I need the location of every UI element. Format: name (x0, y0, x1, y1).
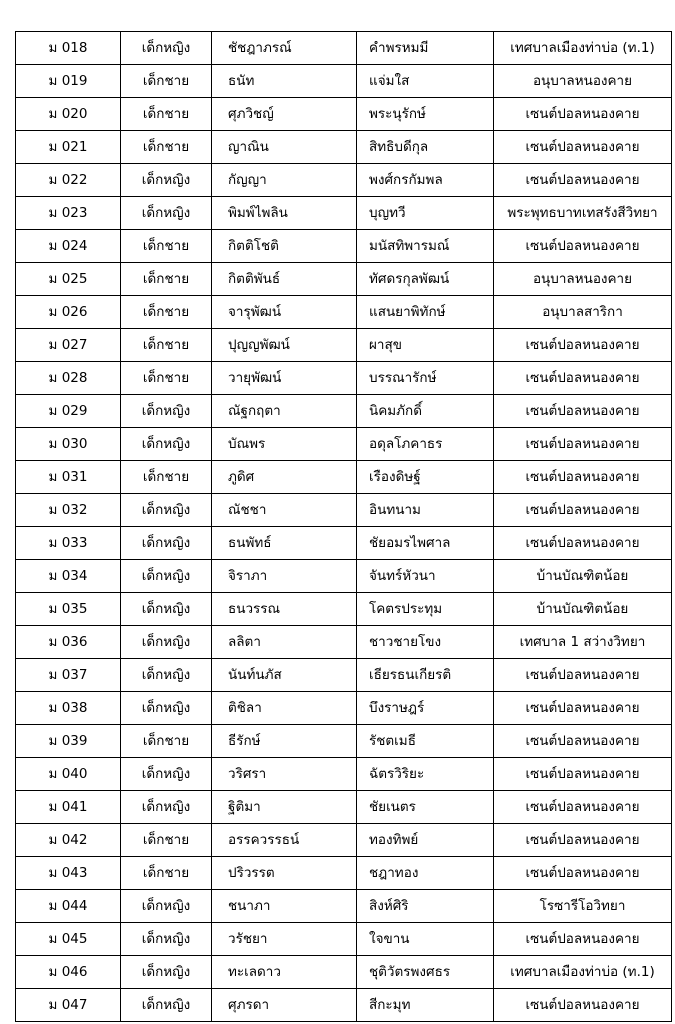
student-first-name: ณัฐกฤตา (212, 395, 357, 428)
student-first-name: ศุภรดา (212, 989, 357, 1022)
table-row (16, 890, 672, 923)
table-row (16, 824, 672, 857)
student-first-name: ติชิลา (212, 692, 357, 725)
student-gender: เด็กชาย (121, 461, 212, 494)
student-gender: เด็กหญิง (121, 956, 212, 989)
table-row (16, 593, 672, 626)
student-school: เซนต์ปอลหนองคาย (494, 725, 672, 758)
student-last-name: จันทร์หัวนา (357, 560, 494, 593)
student-school: เซนต์ปอลหนองคาย (494, 362, 672, 395)
table-row (16, 65, 672, 98)
table-row (16, 461, 672, 494)
student-last-name: ชฎาทอง (357, 857, 494, 890)
student-school: เทศบาล 1 สว่างวิทยา (494, 626, 672, 659)
student-gender: เด็กชาย (121, 824, 212, 857)
student-school: เซนต์ปอลหนองคาย (494, 98, 672, 131)
student-last-name: แสนยาพิทักษ์ (357, 296, 494, 329)
student-gender: เด็กหญิง (121, 164, 212, 197)
student-last-name: คำพรหมมี (357, 32, 494, 65)
student-last-name: ชัยอมรไพศาล (357, 527, 494, 560)
student-gender: เด็กหญิง (121, 395, 212, 428)
student-last-name: ชัยเนตร (357, 791, 494, 824)
student-first-name: กัญญา (212, 164, 357, 197)
student-first-name: จารุพัฒน์ (212, 296, 357, 329)
student-gender: เด็กชาย (121, 362, 212, 395)
student-school: อนุบาลหนองคาย (494, 65, 672, 98)
student-code: ม 045 (16, 923, 121, 956)
student-roster-table (15, 31, 672, 1022)
student-last-name: ชาวชายโขง (357, 626, 494, 659)
table-row (16, 758, 672, 791)
student-school: เซนต์ปอลหนองคาย (494, 527, 672, 560)
student-last-name: แจ่มใส (357, 65, 494, 98)
student-gender: เด็กหญิง (121, 527, 212, 560)
student-first-name: บัณพร (212, 428, 357, 461)
student-school: เซนต์ปอลหนองคาย (494, 659, 672, 692)
student-first-name: จิราภา (212, 560, 357, 593)
student-code: ม 024 (16, 230, 121, 263)
student-school: เซนต์ปอลหนองคาย (494, 494, 672, 527)
student-code: ม 043 (16, 857, 121, 890)
student-gender: เด็กหญิง (121, 197, 212, 230)
student-first-name: กิตติโชติ (212, 230, 357, 263)
student-first-name: ลลิตา (212, 626, 357, 659)
student-last-name: ใจขาน (357, 923, 494, 956)
table-row (16, 725, 672, 758)
student-first-name: ธีรักษ์ (212, 725, 357, 758)
student-last-name: สิทธิบดีกุล (357, 131, 494, 164)
table-row (16, 428, 672, 461)
student-code: ม 029 (16, 395, 121, 428)
student-school: เซนต์ปอลหนองคาย (494, 461, 672, 494)
student-first-name: วรัชยา (212, 923, 357, 956)
student-first-name: ปุญญพัฒน์ (212, 329, 357, 362)
student-roster-body (16, 32, 672, 1022)
student-last-name: อินทนาม (357, 494, 494, 527)
table-row (16, 362, 672, 395)
student-last-name: มนัสทิพารมณ์ (357, 230, 494, 263)
student-gender: เด็กชาย (121, 98, 212, 131)
student-school: เซนต์ปอลหนองคาย (494, 791, 672, 824)
student-last-name: ทองทิพย์ (357, 824, 494, 857)
student-gender: เด็กหญิง (121, 593, 212, 626)
student-gender: เด็กหญิง (121, 494, 212, 527)
student-code: ม 020 (16, 98, 121, 131)
student-first-name: ทะเลดาว (212, 956, 357, 989)
table-row (16, 659, 672, 692)
student-first-name: ฐิติมา (212, 791, 357, 824)
student-code: ม 018 (16, 32, 121, 65)
student-gender: เด็กชาย (121, 296, 212, 329)
student-last-name: ผาสุข (357, 329, 494, 362)
student-code: ม 035 (16, 593, 121, 626)
student-gender: เด็กหญิง (121, 758, 212, 791)
student-gender: เด็กหญิง (121, 32, 212, 65)
student-last-name: สีกะมุท (357, 989, 494, 1022)
student-last-name: ฉัตรวิริยะ (357, 758, 494, 791)
student-last-name: อดุลโภคาธร (357, 428, 494, 461)
student-code: ม 044 (16, 890, 121, 923)
student-code: ม 027 (16, 329, 121, 362)
student-code: ม 030 (16, 428, 121, 461)
student-school: เซนต์ปอลหนองคาย (494, 758, 672, 791)
student-code: ม 036 (16, 626, 121, 659)
student-gender: เด็กชาย (121, 65, 212, 98)
student-last-name: พงศ์กรกัมพล (357, 164, 494, 197)
student-school: เซนต์ปอลหนองคาย (494, 428, 672, 461)
student-code: ม 032 (16, 494, 121, 527)
table-row (16, 98, 672, 131)
student-school: เทศบาลเมืองท่าบ่อ (ท.1) (494, 956, 672, 989)
student-school: เซนต์ปอลหนองคาย (494, 692, 672, 725)
student-gender: เด็กหญิง (121, 791, 212, 824)
student-first-name: ธนวรรณ (212, 593, 357, 626)
table-row (16, 692, 672, 725)
student-school: อนุบาลสาริกา (494, 296, 672, 329)
table-row (16, 296, 672, 329)
student-last-name: เธียรธนเกียรติ (357, 659, 494, 692)
student-gender: เด็กหญิง (121, 428, 212, 461)
student-gender: เด็กชาย (121, 857, 212, 890)
student-first-name: ปริวรรต (212, 857, 357, 890)
student-school: เซนต์ปอลหนองคาย (494, 230, 672, 263)
student-school: บ้านบัณฑิตน้อย (494, 560, 672, 593)
table-row (16, 131, 672, 164)
student-last-name: โคตรประทุม (357, 593, 494, 626)
student-gender: เด็กชาย (121, 230, 212, 263)
student-last-name: สิงห์ศิริ (357, 890, 494, 923)
student-gender: เด็กหญิง (121, 989, 212, 1022)
student-last-name: พระนุรักษ์ (357, 98, 494, 131)
student-first-name: ญาณิน (212, 131, 357, 164)
student-code: ม 022 (16, 164, 121, 197)
student-school: เซนต์ปอลหนองคาย (494, 824, 672, 857)
student-school: เซนต์ปอลหนองคาย (494, 857, 672, 890)
student-gender: เด็กหญิง (121, 890, 212, 923)
student-code: ม 023 (16, 197, 121, 230)
student-first-name: นันท์นภัส (212, 659, 357, 692)
table-row (16, 527, 672, 560)
student-code: ม 046 (16, 956, 121, 989)
table-row (16, 989, 672, 1022)
student-last-name: ทัศดรกุลพัฒน์ (357, 263, 494, 296)
student-last-name: บรรณารักษ์ (357, 362, 494, 395)
student-last-name: บึงราษฎร์ (357, 692, 494, 725)
student-school: เซนต์ปอลหนองคาย (494, 395, 672, 428)
table-row (16, 263, 672, 296)
student-school: เซนต์ปอลหนองคาย (494, 989, 672, 1022)
table-row (16, 197, 672, 230)
student-code: ม 041 (16, 791, 121, 824)
student-code: ม 031 (16, 461, 121, 494)
table-row (16, 164, 672, 197)
student-code: ม 037 (16, 659, 121, 692)
student-gender: เด็กชาย (121, 725, 212, 758)
student-first-name: กิตติพันธ์ (212, 263, 357, 296)
student-gender: เด็กหญิง (121, 692, 212, 725)
table-row (16, 560, 672, 593)
student-first-name: วริศรา (212, 758, 357, 791)
table-row (16, 626, 672, 659)
student-school: เซนต์ปอลหนองคาย (494, 131, 672, 164)
table-row (16, 329, 672, 362)
student-code: ม 028 (16, 362, 121, 395)
student-first-name: ธนพัทธ์ (212, 527, 357, 560)
student-school: โรซารีโอวิทยา (494, 890, 672, 923)
student-first-name: ภูดิศ (212, 461, 357, 494)
student-last-name: ชุติวัตรพงศธร (357, 956, 494, 989)
student-first-name: ธนัท (212, 65, 357, 98)
student-school: เซนต์ปอลหนองคาย (494, 164, 672, 197)
student-code: ม 038 (16, 692, 121, 725)
table-row (16, 395, 672, 428)
student-code: ม 021 (16, 131, 121, 164)
student-first-name: อรรควรรธน์ (212, 824, 357, 857)
student-last-name: เรืองดิษฐ์ (357, 461, 494, 494)
table-row (16, 857, 672, 890)
student-first-name: พิมพ์ไพลิน (212, 197, 357, 230)
student-code: ม 042 (16, 824, 121, 857)
student-gender: เด็กหญิง (121, 626, 212, 659)
student-school: พระพุทธบาทเทสรังสีวิทยา (494, 197, 672, 230)
student-gender: เด็กหญิง (121, 659, 212, 692)
student-gender: เด็กหญิง (121, 923, 212, 956)
table-row (16, 494, 672, 527)
student-first-name: ชัชฎาภรณ์ (212, 32, 357, 65)
student-gender: เด็กชาย (121, 329, 212, 362)
student-school: อนุบาลหนองคาย (494, 263, 672, 296)
student-last-name: บุญทวี (357, 197, 494, 230)
student-code: ม 039 (16, 725, 121, 758)
table-row (16, 791, 672, 824)
student-first-name: ศุภวิชญ์ (212, 98, 357, 131)
student-gender: เด็กชาย (121, 131, 212, 164)
student-code: ม 047 (16, 989, 121, 1022)
student-code: ม 019 (16, 65, 121, 98)
table-row (16, 230, 672, 263)
student-school: เซนต์ปอลหนองคาย (494, 923, 672, 956)
student-first-name: ณัชชา (212, 494, 357, 527)
student-gender: เด็กหญิง (121, 560, 212, 593)
student-code: ม 033 (16, 527, 121, 560)
student-code: ม 026 (16, 296, 121, 329)
student-school: เซนต์ปอลหนองคาย (494, 329, 672, 362)
student-code: ม 025 (16, 263, 121, 296)
student-first-name: ชนาภา (212, 890, 357, 923)
student-last-name: นิคมภักดิ์ (357, 395, 494, 428)
student-code: ม 034 (16, 560, 121, 593)
student-code: ม 040 (16, 758, 121, 791)
student-gender: เด็กชาย (121, 263, 212, 296)
student-first-name: วายุพัฒน์ (212, 362, 357, 395)
student-school: เทศบาลเมืองท่าบ่อ (ท.1) (494, 32, 672, 65)
student-school: บ้านบัณฑิตน้อย (494, 593, 672, 626)
table-row (16, 923, 672, 956)
table-row (16, 956, 672, 989)
student-last-name: รัชตเมธี (357, 725, 494, 758)
table-row (16, 32, 672, 65)
